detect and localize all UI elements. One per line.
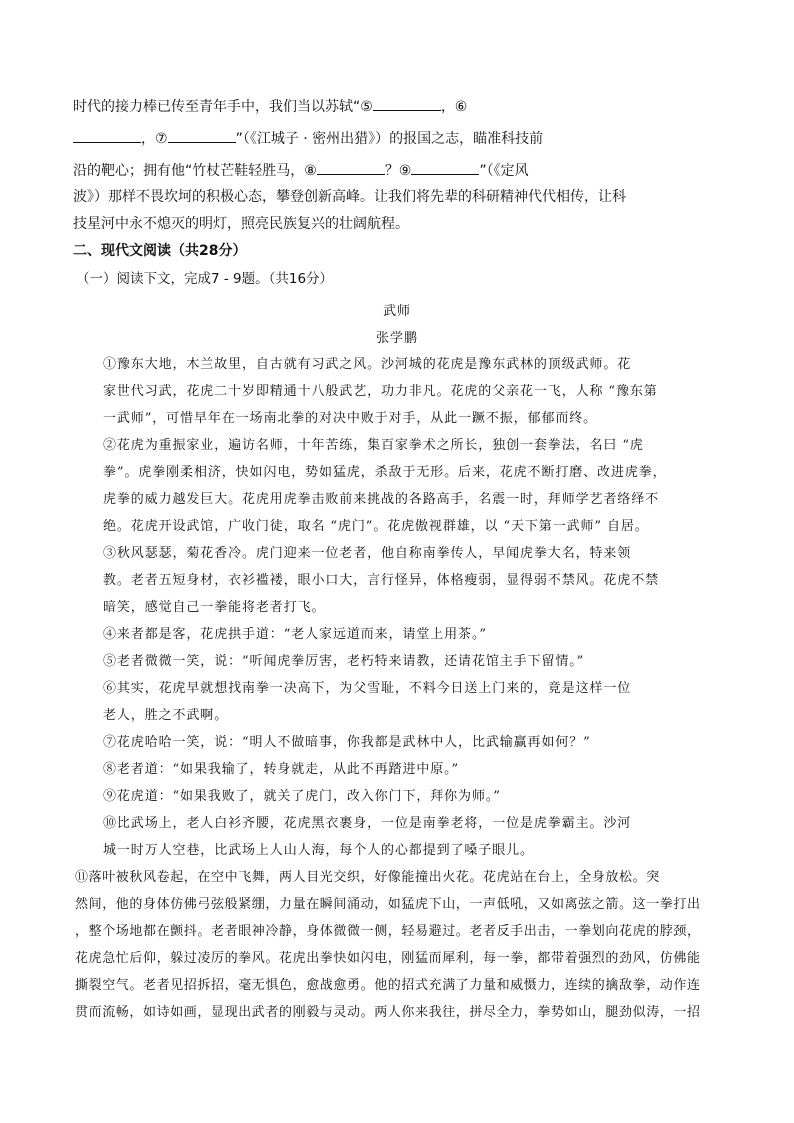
article-line: 拳”。虎拳刚柔相济，快如闪电，势如猛虎，杀敌于无形。后来，花虎不断打磨、改进虎拳， (103, 465, 667, 480)
article-author: 张学鹏 (376, 331, 418, 346)
article-line: ⑤老者微微一笑，说：“听闻虎拳厉害，老朽特来请教，还请花馆主手下留情。” (103, 654, 585, 669)
article-line: 贯而流畅，如诗如画，显现出武者的刚毅与灵动。两人你来我往，拼尽全力，拳势如山，腿劲似涛，一招 (75, 1005, 701, 1020)
article-line: ④来者都是客，花虎拱手道：“老人家远道而来，请堂上用茶。” (103, 627, 487, 642)
intro-line-3: 沿的靶心；拥有他“竹杖芒鞋轻胜马，⑧ ？⑨ ”（《定风 (73, 160, 529, 180)
article-line: 老人，胜之不武啊。 (103, 708, 229, 723)
answer-blank-5[interactable] (373, 96, 441, 111)
article-line: ，整个场地都在颤抖。老者眼神冷静，身体微微一侧，轻易避过。老者反手出击，一拳划向花虎的脖颈， (75, 924, 701, 939)
article-line: 城一时万人空巷，比武场上人山人海，每个人的心都提到了嗓子眼儿。 (103, 843, 534, 858)
intro-line-2: ，⑦ ”（《江城子 · 密州出猎》）的报国之志，瞄准科技前 (73, 128, 543, 148)
article-title: 武师 (383, 304, 411, 319)
article-line: 一武师”，可惜早年在一场南北拳的对决中败于对手，从此一蹶不振，郁郁而终。 (103, 411, 598, 426)
article-line: ③秋风瑟瑟，菊花香冷。虎门迎来一位老者，他自称南拳传人，早闻虎拳大名，特来领 (103, 546, 632, 561)
article-line: 撕裂空气。老者见招拆招，毫无惧色，愈战愈勇。他的招式充满了力量和威慑力，连续的擒敌拳，动作连 (75, 978, 701, 993)
article-line: ⑧老者道：“如果我输了，转身就走，从此不再踏进中原。” (103, 762, 460, 777)
answer-blank-9[interactable] (411, 160, 479, 175)
article-line: ⑥其实，花虎早就想找南拳一决高下，为父雪耻，不料今日送上门来的，竟是这样一位 (103, 681, 632, 696)
article-line: 然间，他的身体仿佛弓弦般紧绷，力量在瞬间涌动，如猛虎下山，一声低吼，又如离弦之箭。这一拳打出 (75, 897, 701, 912)
article-line: 家世代习武，花虎二十岁即精通十八般武艺，功力非凡。花虎的父亲花一飞，人称 “豫东第 (103, 384, 658, 399)
article-line: 花虎急忙后仰，躲过凌厉的拳风。花虎出拳快如闪电，刚猛而犀利，每一拳，都带着强烈的劲风，仿佛能 (75, 951, 701, 966)
article-line: ⑦花虎哈哈一笑，说：“明人不做暗事，你我都是武林中人，比武输赢再如何？” (103, 735, 591, 750)
answer-blank-7[interactable] (168, 128, 236, 143)
answer-blank-6[interactable] (73, 128, 141, 143)
article-line: ①豫东大地，木兰故里，自古就有习武之风。沙河城的花虎是豫东武林的顶级武师。花 (103, 357, 632, 372)
section-heading: 二、现代文阅读（共28分） (73, 243, 247, 259)
article-line: 暗笑，感觉自己一拳能将老者打飞。 (103, 600, 326, 615)
article-line: ②花虎为重振家业，遍访名师，十年苦练，集百家拳术之所长，独创一套拳法，名曰 “虎 (103, 438, 644, 453)
article-line: 虎拳的威力越发巨大。花虎用虎拳击败前来挑战的各路高手，名震一时，拜师学艺者络绎不 (103, 492, 660, 507)
article-line: ⑩比武场上，老人白衫齐腰，花虎黑衣裹身，一位是南拳老将，一位是虎拳霸主。沙河 (103, 816, 632, 831)
intro-line-5: 技星河中永不熄灭的明灯，照亮民族复兴的壮阔航程。 (73, 216, 409, 232)
intro-line-1: 时代的接力棒已传至青年手中，我们当以苏轼“⑤ ，⑥ (73, 96, 467, 116)
answer-blank-8[interactable] (317, 160, 385, 175)
section-subheading: （一）阅读下文，完成7 - 9题。（共16分） (76, 271, 334, 287)
article-line: ⑨花虎道：“如果我败了，就关了虎门，改入你门下，拜你为师。” (103, 789, 501, 804)
article-line: 绝。花虎开设武馆，广收门徒，取名 “虎门”。花虎傲视群雄，以 “天下第一武师” 自居。 (103, 519, 649, 534)
article-line: ⑪落叶被秋风卷起，在空中飞舞，两人目光交织，好像能撞出火花。花虎站在台上，全身放松。突 (75, 870, 660, 885)
article-line: 教。老者五短身材，衣衫褴褛，眼小口大，言行怪异，体格瘦弱，显得弱不禁风。花虎不禁 (103, 573, 660, 588)
intro-line-4: 波》）那样不畏坎坷的积极心态，攀登创新高峰。让我们将先辈的科研精神代代相传，让科 (73, 189, 626, 205)
